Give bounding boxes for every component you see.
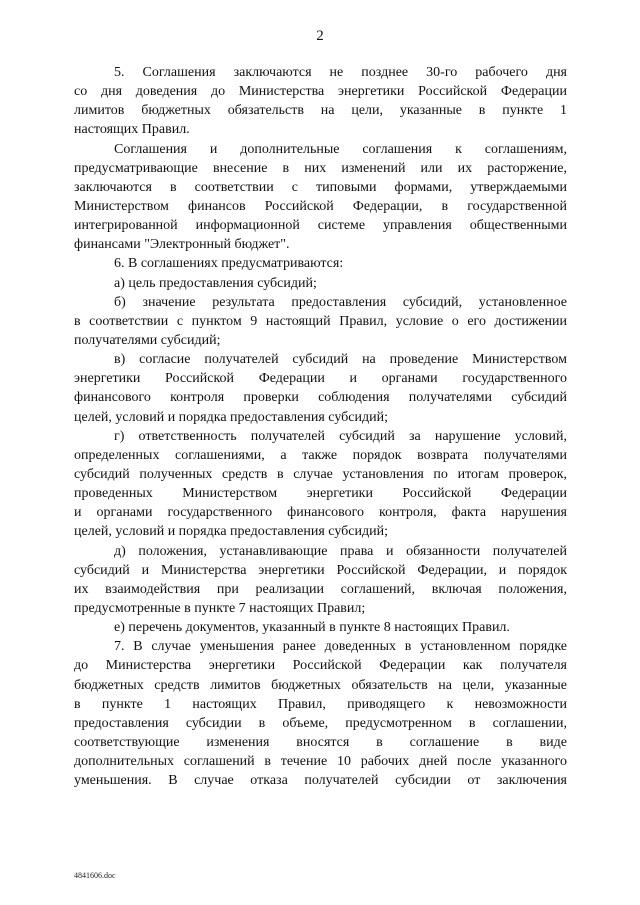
- text-line: в) согласие получателей субсидий на проведение Министерством: [114, 352, 567, 368]
- text-line: субсидий и Министерства энергетики Российской Федерации, и порядок: [74, 562, 567, 578]
- text-line: д) положения, устанавливающие права и обязанности получателей: [114, 543, 567, 559]
- text-line: предусматривающие внесение в них изменений или их расторжение,: [74, 160, 567, 176]
- text-line: со дня доведения до Министерства энергетики Российской Федерации: [74, 84, 567, 100]
- text-line: е) перечень документов, указанный в пункте 8 настоящих Правил.: [114, 620, 510, 636]
- text-line: интегрированной информационной системе управления общественными: [74, 218, 567, 234]
- page-number: 2: [316, 28, 324, 44]
- text-line: до Министерства энергетики Российской Федерации как получателя: [74, 658, 567, 674]
- text-line: проведенных Министерством энергетики Российской Федерации: [74, 486, 567, 502]
- document-file-id: 4841606.doc: [74, 871, 116, 880]
- text-line: в пункте 1 настоящих Правил, приводящего к невозможности: [74, 696, 567, 712]
- text-line: 5. Соглашения заключаются не позднее 30-го рабочего дня: [114, 65, 567, 80]
- text-line: г) ответственность получателей субсидий за нарушение условий,: [114, 428, 567, 444]
- text-line: Соглашения и дополнительные соглашения к соглашениям,: [114, 141, 567, 157]
- text-line: уменьшения. В случае отказа получателей субсидии от заключения: [74, 773, 567, 789]
- text-line: субсидий полученных средств в случае установления по итогам проверок,: [74, 466, 567, 482]
- text-line: Министерством финансов Российской Федерации, в государственной: [74, 198, 567, 214]
- text-line: целей, условий и порядка предоставления субсидий;: [74, 524, 388, 540]
- text-line: 7. В случае уменьшения ранее доведенных в установленном порядке: [114, 639, 567, 655]
- text-line: и органами государственного финансового контроля, факта нарушения: [74, 505, 567, 521]
- text-line: б) значение результата предоставления субсидий, установленное: [114, 294, 567, 310]
- text-line: лимитов бюджетных обязательств на цели, указанные в пункте 1: [74, 103, 567, 119]
- text-line: настоящих Правил.: [74, 122, 190, 138]
- text-line: соответствующие изменения вносятся в соглашение в виде: [74, 734, 567, 750]
- text-line: а) цель предоставления субсидий;: [114, 275, 317, 291]
- text-line: в соответствии с пунктом 9 настоящий Правил, условие о его достижении: [74, 313, 567, 329]
- text-line: энергетики Российской Федерации и органами государственного: [74, 371, 567, 387]
- text-line: целей, условий и порядка предоставления субсидий;: [74, 409, 388, 425]
- text-line: финансового контроля проверки соблюдения получателями субсидий: [74, 390, 567, 406]
- text-line: 6. В соглашениях предусматриваются:: [114, 256, 344, 272]
- text-line: их взаимодействия при реализации соглашений, включая положения,: [74, 581, 567, 597]
- text-line: предусмотренные в пункте 7 настоящих Правил;: [74, 600, 366, 616]
- text-line: заключаются в соответствии с типовыми формами, утверждаемыми: [74, 179, 567, 195]
- text-line: определенных соглашениями, а также порядок возврата получателями: [74, 447, 567, 463]
- document-body: [74, 63, 567, 790]
- text-line: получателями субсидий;: [74, 332, 221, 348]
- text-line: финансами "Электронный бюджет".: [74, 237, 290, 253]
- text-line: дополнительных соглашений в течение 10 рабочих дней после указанного: [74, 754, 567, 770]
- text-line: бюджетных средств лимитов бюджетных обязательств на цели, указанные: [74, 677, 567, 693]
- text-line: предоставления субсидии в объеме, предусмотренном в соглашении,: [74, 715, 567, 731]
